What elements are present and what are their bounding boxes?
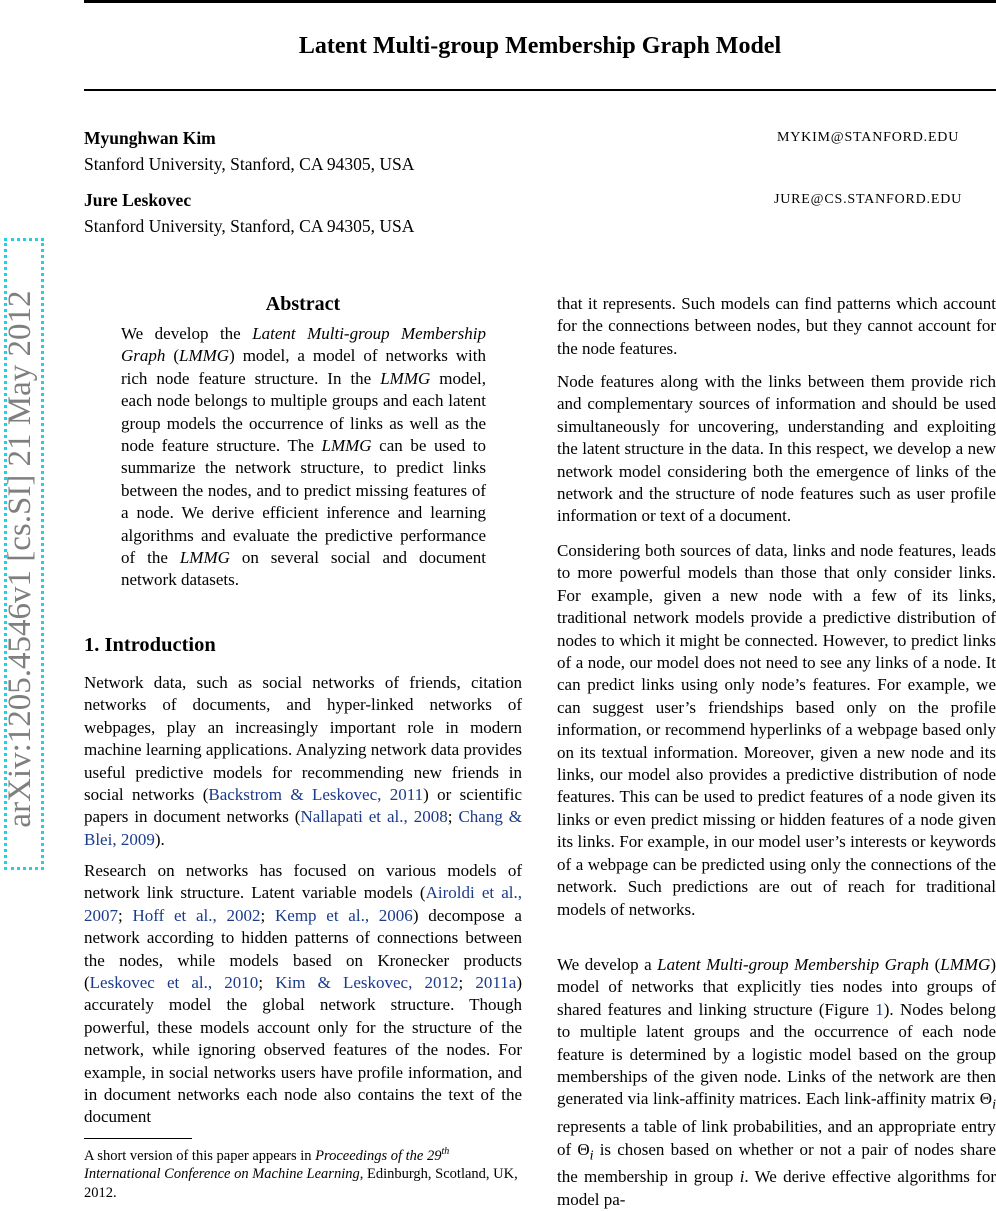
author-2-name: Jure Leskovec [84,190,192,210]
citation-link[interactable]: Leskovec et al., 2010 [89,973,259,993]
author-2-email[interactable]: JURE@CS.STANFORD.EDU [774,192,963,207]
right-paragraph-2: Considering both sources of data, links and node features, leads to more powerful models than those that only consider links. For example, given a new node with a few of its links, traditional network models provide a predictive distribution of nodes to which it might be connected. However, to predict links of a node, our model does not need to see any links of a node. It can predict links using only node’s features. For example, we can suggest user’s friendships based only on the profile information, or recommend hyperlinks of a webpage based only on its textual information. Moreover, given a new node and its links, our model also provides a predictive distribution of node features. This can be used to predict features of a node given its links or even predict missing or hidden features of a node given its links. For example, in our model user’s interests or keywords of a webpage can be predicted using only the connections of the network. Such predictions are out of reach for traditional models of networks. [557,541,996,919]
title-rule [84,89,996,91]
right-paragraph-3: We develop a Latent Multi-group Membership Graph (LMMG) model of networks that explicitly ties nodes into groups of shared features and linking structure (Figure 1). Nodes belong to multiple latent groups and the occurrence of each node feature is determined by a logistic model based on the group memberships of the given node. Links of the network are then generated via link-affinity matrices. Each link-affinity matrix $\Theta_i$ represents a table of link probabilities, and an appropriate entry of $\Theta_i$ is chosen based on whether or not a pair of nodes share the membership in group i. We derive effective algorithms for model pa- [557,955,996,1209]
abstract-body: We develop the Latent Multi-group Membership Graph (LMMG) model, a model of networks with rich node feature structure. In the LMMG model, each node belongs to multiple groups and each latent group models the occurrence of links as well as the node feature structure. The LMMG can be used to summarize the network structure, to predict links between the nodes, and to predict missing features of a node. We derive efficient inference and learning algorithms and evaluate the predictive performance of the LMMG on several social and document network datasets. [121,324,487,590]
right-paragraph-1: Node features along with the links between them provide rich and complementary sources of information and should be used simultaneously for uncovering, understanding and exploiting the latent structure in the data. In this respect, we develop a new network model considering both the emergence of links of the network and the structure of node features such as user profile information or text of a document. [557,372,996,526]
author-2-affiliation: Stanford University, Stanford, CA 94305, USA [84,216,415,236]
citation-link[interactable]: Airoldi et al., 2007 [84,883,522,925]
footnote: A short version of this paper appears in Proceedings of the 29th International Conference on Machine Learning, Edinburgh, Scotland, UK, 2012. [84,1146,518,1201]
right-paragraph-0: that it represents. Such models can find patterns which account for the connections between nodes, but they cannot account for the node features. [557,294,996,358]
arxiv-identifier[interactable]: arXiv:1205.4546v1 [cs.SI] 21 May 2012 [2,290,38,828]
citation-link[interactable]: Hoff et al., 2002 [132,905,261,925]
intro-paragraph-1: Network data, such as social networks of friends, citation networks of documents, and hyper-linked networks of webpages, play an increasingly important role in modern machine learning applications. Analyzing network data provides useful predictive models for recommending new friends in social networks (Backstrom & Leskovec, 2011) or scientific papers in document networks (Nallapati et al., 2008; Chang & Blei, 2009). [84,673,523,849]
citation-link[interactable]: Nallapati et al., 2008 [300,807,448,827]
citation-link[interactable]: Backstrom & Leskovec, 2011 [208,785,424,805]
citation-link[interactable]: Kemp et al., 2006 [275,905,413,925]
abstract-heading: Abstract [265,293,341,315]
author-1-name: Myunghwan Kim [84,128,216,148]
top-rule [84,0,996,3]
citation-link[interactable]: Chang & Blei, 2009 [84,807,523,849]
footnote-rule [84,1138,192,1139]
author-1-email[interactable]: MYKIM@STANFORD.EDU [777,130,960,145]
figure-reference-link[interactable]: 1 [875,999,884,1019]
citation-link[interactable]: Kim & Leskovec, 2012 [275,973,459,993]
author-1-affiliation: Stanford University, Stanford, CA 94305, USA [84,154,415,174]
introduction-heading: 1. Introduction [84,634,216,656]
citation-link[interactable]: 2011a [475,973,517,993]
intro-paragraph-2: Research on networks has focused on various models of network link structure. Latent variable models (Airoldi et al., 2007; Hoff et al., 2002; Kemp et al., 2006) decompose a network according to hidden patterns of connections between the nodes, while models based on Kronecker products (Leskovec et al., 2010; Kim & Leskovec, 2012; 2011a) accurately model the global network structure. Though powerful, these models account only for the structure of the network, while ignoring observed features of the nodes. For example, in social networks users have profile information, and in document networks each node also contains the text of the document [84,861,522,1127]
paper-title: Latent Multi-group Membership Graph Model [298,33,782,59]
